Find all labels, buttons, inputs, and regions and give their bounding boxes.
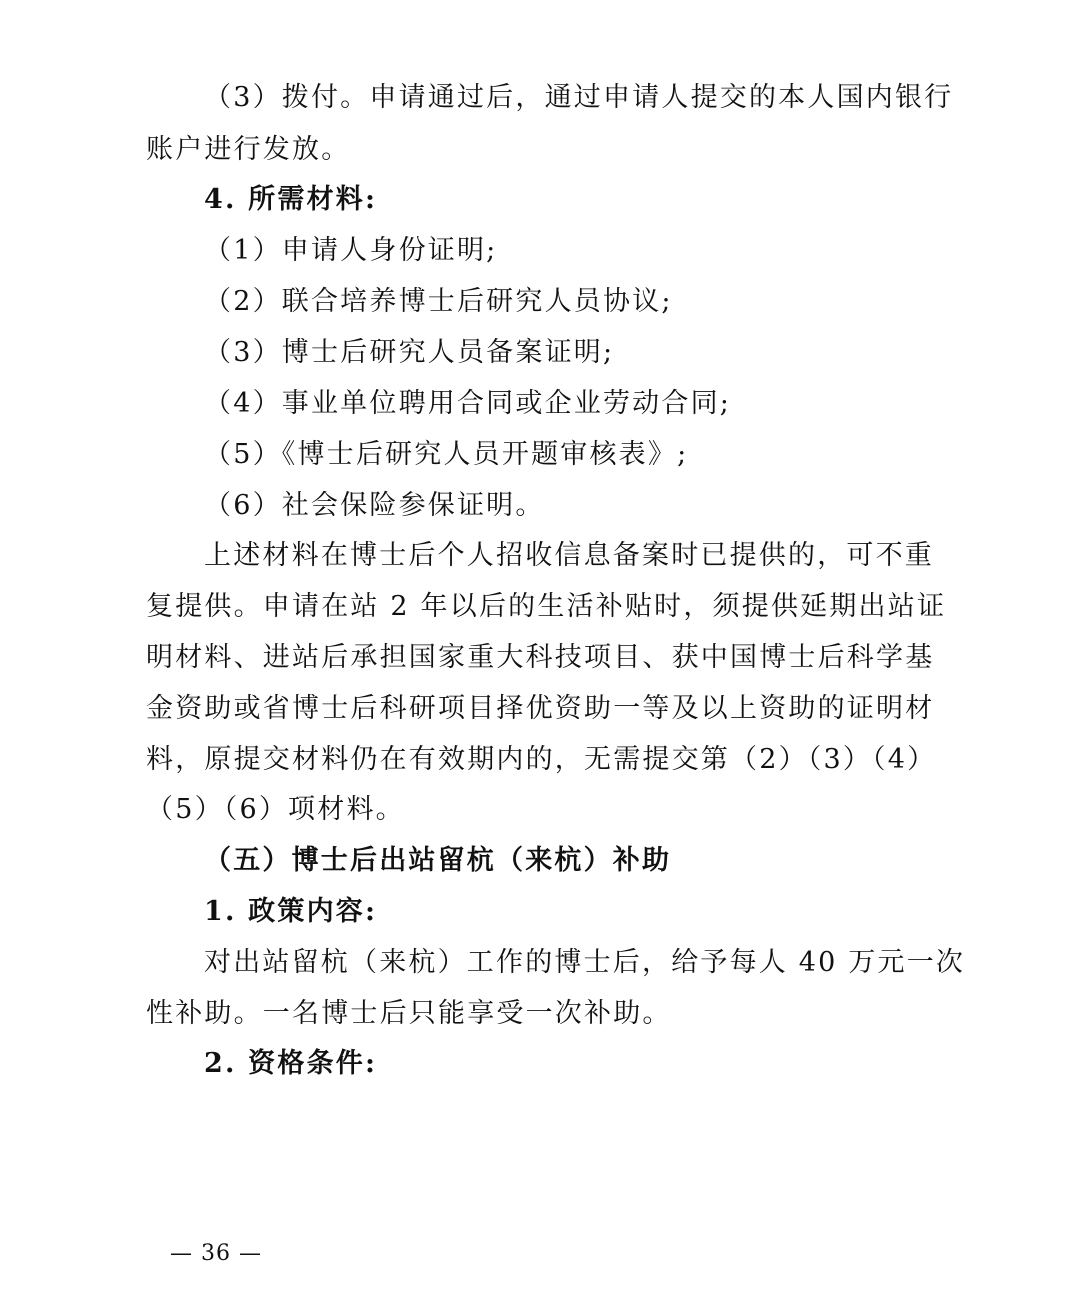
paragraph-line: 料，原提交材料仍在有效期内的，无需提交第（2）（3）（4） xyxy=(146,744,937,775)
text-line-disbursement: （3）拨付。申请通过后，通过申请人提交的本人国内银行 xyxy=(204,82,954,113)
section-heading-policy-content: 1. 政策内容: xyxy=(204,896,378,927)
paragraph-line: 复提供。申请在站 2 年以后的生活补贴时，须提供延期出站证 xyxy=(146,591,947,622)
list-item-material-3: （3）博士后研究人员备案证明; xyxy=(204,337,615,368)
paragraph-line: 金资助或省博士后科研项目择优资助一等及以上资助的证明材 xyxy=(146,693,935,724)
list-item-material-5: （5）《博士后研究人员开题审核表》; xyxy=(204,439,689,470)
paragraph-line: （5）（6）项材料。 xyxy=(146,794,405,825)
list-item-material-1: （1）申请人身份证明; xyxy=(204,235,498,266)
paragraph-line: 明材料、进站后承担国家重大科技项目、获中国博士后科学基 xyxy=(146,642,935,673)
section-heading-required-materials: 4. 所需材料: xyxy=(204,184,378,215)
section-heading-subsidy: （五）博士后出站留杭（来杭）补助 xyxy=(204,845,672,876)
list-item-material-6: （6）社会保险参保证明。 xyxy=(204,490,545,521)
text-line-disbursement-cont: 账户进行发放。 xyxy=(146,134,351,165)
paragraph-line: 上述材料在博士后个人招收信息备案时已提供的，可不重 xyxy=(204,540,934,571)
paragraph-line: 对出站留杭（来杭）工作的博士后，给予每人 40 万元一次 xyxy=(204,947,966,978)
list-item-material-4: （4）事业单位聘用合同或企业劳动合同; xyxy=(204,388,732,419)
section-heading-eligibility: 2. 资格条件: xyxy=(204,1048,378,1079)
paragraph-line: 性补助。一名博士后只能享受一次补助。 xyxy=(146,998,672,1029)
list-item-material-2: （2）联合培养博士后研究人员协议; xyxy=(204,286,673,317)
page-number: — 36 — xyxy=(170,1241,262,1266)
